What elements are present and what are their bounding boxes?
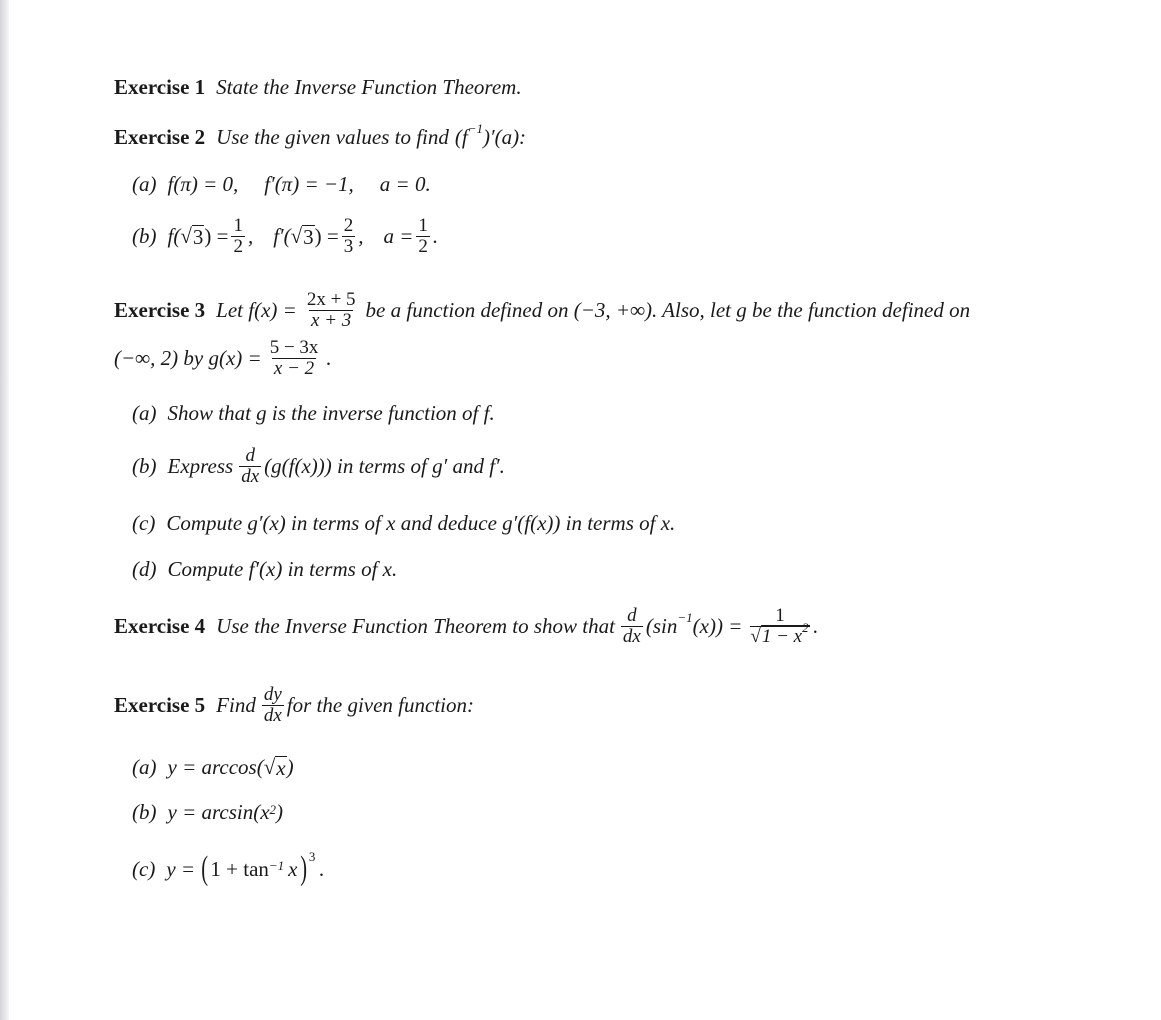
sqrt-3: 3 xyxy=(303,224,314,249)
exercise-2-part-a xyxy=(132,174,431,195)
page-edge xyxy=(0,0,9,1020)
function-lhs: y = arcsin(x xyxy=(167,800,270,824)
exercise-4-text: Use the Inverse Function Theorem to show that xyxy=(216,613,615,638)
part-label: (b) xyxy=(132,223,157,248)
exercise-2-label: Exercise 2 xyxy=(114,125,206,149)
part-label: (a) xyxy=(132,755,157,780)
exercise-2 xyxy=(114,121,527,149)
exercise-5-label: Exercise 5 xyxy=(114,692,206,717)
part-label: (a) xyxy=(132,401,157,425)
exercise-3-part-c xyxy=(132,513,675,534)
sqrt-x: x xyxy=(276,756,286,780)
part-label: (a) xyxy=(132,172,157,196)
fraction-1-2: $\frac{1}{2}$ xyxy=(233,215,243,257)
part-text: Compute g′(x) in terms of x and deduce g′(f(x)) in terms of x. xyxy=(166,511,676,535)
g-definition: (−∞, 2) by g(x) = xyxy=(114,345,262,370)
f-fraction: $\frac{2x + 5}{x + 3}$ xyxy=(306,289,356,331)
exercise-1 xyxy=(114,77,522,98)
fraction-1-2: $\frac{1}{2}$ xyxy=(418,215,428,257)
exercise-1-text: State the Inverse Function Theorem. xyxy=(216,75,522,99)
exercise-2-target: $(f^{-1})'(a)$: xyxy=(454,121,527,149)
part-label: (d) xyxy=(132,557,157,581)
condition-2-eq: ) = xyxy=(314,223,339,248)
fraction-2-3: $\frac{2}{3}$ xyxy=(343,215,354,257)
part-text-post: (g(f(x))) in terms of g′ and f′. xyxy=(264,453,505,478)
part-text-pre: Express xyxy=(167,453,234,478)
rhs-fraction: $\frac{1}{√1 - x^2}$ xyxy=(750,605,809,647)
exercise-2-part-b: (b) f( √ 3 ) = $\frac{1}{2}$ , f′( √ 3 ) = $\frac{2}{3}$ , a = $\frac{1}{2}$ . xyxy=(132,215,439,257)
exercise-3-part-d xyxy=(132,559,397,580)
condition-2: f′(π) = −1, xyxy=(264,172,354,196)
derivative-operator: $\frac{d}{dx}$ xyxy=(622,605,641,647)
condition-1-lhs: f( xyxy=(167,223,181,248)
function-lhs: y = arccos( xyxy=(167,755,264,780)
f-definition: Let f(x) = xyxy=(216,297,297,322)
exercise-5-part-c: (c) y = ( 1 + tan $^{-1}$ x ) $^3$ . xyxy=(132,849,325,887)
exercise-5-pre: Find xyxy=(216,692,256,717)
arcsin-expression: $(\sin^{-1}(x))$ = xyxy=(645,609,743,638)
exercise-4: Exercise 4 Use the Inverse Function Theorem to show that $\frac{d}{dx}$ $(\sin^{-1}(x))$ = $\frac{1}{√1 - x^2}$ . xyxy=(114,605,818,647)
open-paren: ( xyxy=(201,850,209,887)
exercise-2-intro: Use the given values to find xyxy=(216,125,449,149)
g-fraction: $\frac{5 - 3x}{x - 2}$ xyxy=(269,337,319,379)
part-text: Compute f′(x) in terms of x. xyxy=(167,557,398,581)
part-label: (b) xyxy=(132,800,157,824)
close-paren: ) xyxy=(299,850,307,887)
function-lhs: y = xyxy=(166,856,196,881)
condition-1: f(π) = 0, xyxy=(167,172,239,196)
exercise-3-label: Exercise 3 xyxy=(114,297,206,322)
part-text: Show that g is the inverse function of f. xyxy=(167,401,495,425)
part-label: (c) xyxy=(132,511,156,535)
exercise-3-text: be a function defined on (−3, +∞). Also, let g be the function defined on xyxy=(365,297,971,322)
exercise-3 xyxy=(114,290,970,331)
exercise-3-part-b xyxy=(132,446,505,487)
condition-1-eq: ) = xyxy=(204,223,229,248)
condition-3-lhs: a = xyxy=(383,223,414,248)
derivative-operator: $\frac{d}{dx}$ xyxy=(241,445,260,487)
sqrt-3: 3 xyxy=(192,224,204,249)
exercise-4-label: Exercise 4 xyxy=(114,613,206,638)
exercise-5-part-b: (b) y = arcsin(x $^2$ ) xyxy=(132,800,284,824)
condition-3: a = 0. xyxy=(379,172,431,196)
exercise-3-line-2: (−∞, 2) by g(x) = $\frac{5 - 3x}{x - 2}$ . xyxy=(114,337,332,379)
dy-dx: $\frac{dy}{dx}$ xyxy=(263,684,282,726)
inner-expression: 1 + tan xyxy=(210,856,269,881)
part-label: (c) xyxy=(132,856,156,881)
exercise-1-label: Exercise 1 xyxy=(114,75,206,99)
exercise-3-part-a xyxy=(132,403,495,424)
exercise-5 xyxy=(114,685,474,726)
exercise-5-post: for the given function: xyxy=(286,692,474,717)
part-label: (b) xyxy=(132,453,157,478)
exercise-5-part-a: (a) y = arccos( √ x ) xyxy=(132,755,294,780)
condition-2-lhs: f′( xyxy=(273,223,291,248)
